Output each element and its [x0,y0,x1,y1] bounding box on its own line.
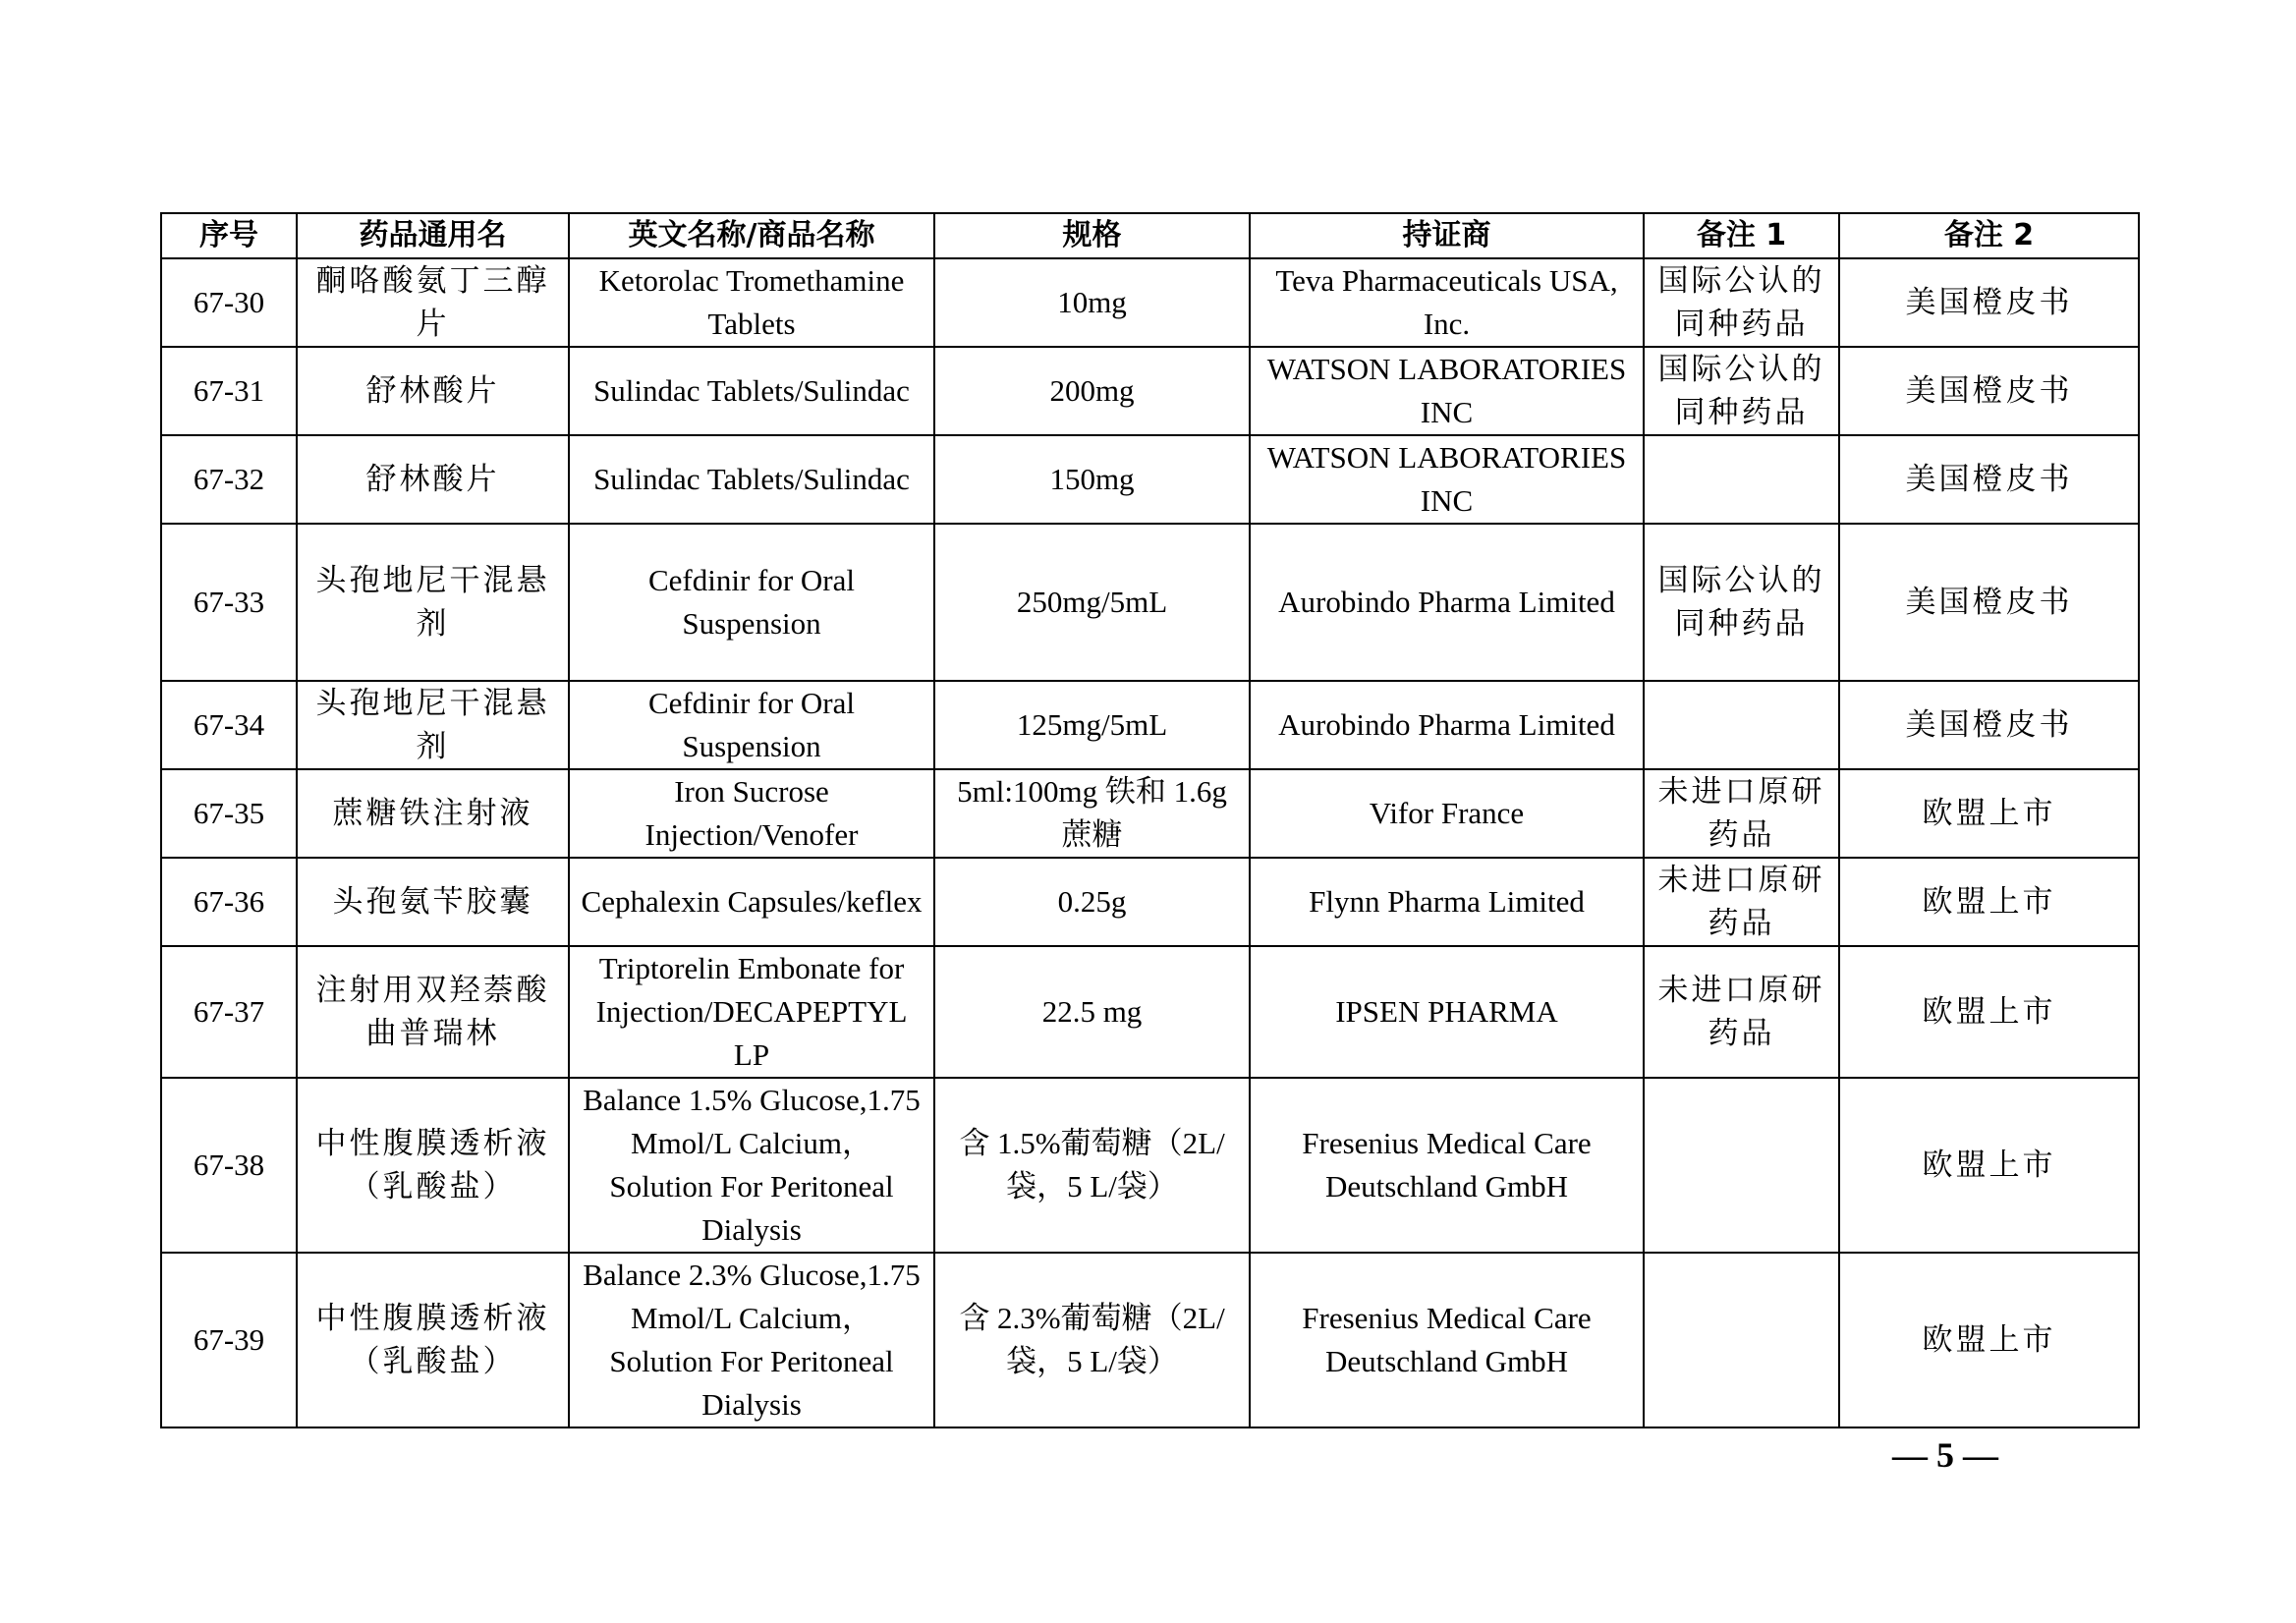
header-generic-name: 药品通用名 [297,213,569,258]
cell-note-2: 欧盟上市 [1839,946,2139,1078]
cell-holder: Aurobindo Pharma Limited [1250,524,1644,681]
header-license-holder: 持证商 [1250,213,1644,258]
cell-english-name: Ketorolac Tromethamine Tablets [569,258,934,347]
cell-note-2: 欧盟上市 [1839,1078,2139,1253]
cell-holder: Vifor France [1250,769,1644,858]
table-row [161,681,2139,769]
cell-note-1: 国际公认的同种药品 [1644,258,1839,347]
table-row [161,258,2139,347]
cell-note-2: 美国橙皮书 [1839,524,2139,681]
cell-generic-name: 头孢氨苄胶囊 [297,858,569,946]
cell-english-name: Iron Sucrose Injection/Venofer [569,769,934,858]
cell-id: 67-39 [161,1253,297,1427]
table-row [161,435,2139,524]
cell-id: 67-32 [161,435,297,524]
cell-id: 67-34 [161,681,297,769]
cell-id: 67-38 [161,1078,297,1253]
cell-note-2: 欧盟上市 [1839,858,2139,946]
cell-english-name: Sulindac Tablets/Sulindac [569,347,934,435]
cell-spec: 22.5 mg [934,946,1250,1078]
table-header-row [161,213,2139,258]
cell-english-name: Sulindac Tablets/Sulindac [569,435,934,524]
cell-generic-name: 酮咯酸氨丁三醇片 [297,258,569,347]
cell-note-1 [1644,435,1839,524]
cell-english-name: Cefdinir for Oral Suspension [569,681,934,769]
page-number: — 5 — [1892,1435,1998,1475]
cell-note-2: 美国橙皮书 [1839,347,2139,435]
cell-id: 67-33 [161,524,297,681]
cell-generic-name: 舒林酸片 [297,347,569,435]
cell-id: 67-36 [161,858,297,946]
table-row [161,524,2139,681]
cell-spec: 125mg/5mL [934,681,1250,769]
cell-generic-name: 头孢地尼干混悬剂 [297,524,569,681]
table-row [161,946,2139,1078]
cell-holder: Fresenius Medical Care Deutschland GmbH [1250,1078,1644,1253]
cell-note-1 [1644,1078,1839,1253]
cell-spec: 150mg [934,435,1250,524]
cell-english-name: Cefdinir for Oral Suspension [569,524,934,681]
cell-note-2: 美国橙皮书 [1839,435,2139,524]
table-row [161,1078,2139,1253]
cell-generic-name: 中性腹膜透析液（乳酸盐） [297,1253,569,1427]
cell-generic-name: 中性腹膜透析液（乳酸盐） [297,1078,569,1253]
cell-holder: WATSON LABORATORIES INC [1250,347,1644,435]
cell-english-name: Balance 2.3% Glucose,1.75 Mmol/L Calcium， Solution For Peritoneal Dialysis [569,1253,934,1427]
table-row [161,769,2139,858]
cell-holder: Fresenius Medical Care Deutschland GmbH [1250,1253,1644,1427]
cell-note-1 [1644,681,1839,769]
cell-note-1 [1644,1253,1839,1427]
cell-spec: 10mg [934,258,1250,347]
cell-id: 67-37 [161,946,297,1078]
header-english-name: 英文名称/商品名称 [569,213,934,258]
cell-generic-name: 蔗糖铁注射液 [297,769,569,858]
cell-note-1: 未进口原研药品 [1644,769,1839,858]
cell-note-2: 欧盟上市 [1839,1253,2139,1427]
cell-note-1: 未进口原研药品 [1644,858,1839,946]
cell-generic-name: 头孢地尼干混悬剂 [297,681,569,769]
cell-spec: 含 2.3%葡萄糖（2L/袋，5 L/袋） [934,1253,1250,1427]
cell-english-name: Balance 1.5% Glucose,1.75 Mmol/L Calcium， Solution For Peritoneal Dialysis [569,1078,934,1253]
cell-note-2: 欧盟上市 [1839,769,2139,858]
cell-holder: Teva Pharmaceuticals USA, Inc. [1250,258,1644,347]
cell-holder: Aurobindo Pharma Limited [1250,681,1644,769]
cell-holder: WATSON LABORATORIES INC [1250,435,1644,524]
cell-english-name: Triptorelin Embonate for Injection/DECAPEPTYL LP [569,946,934,1078]
cell-note-1: 国际公认的同种药品 [1644,347,1839,435]
cell-holder: Flynn Pharma Limited [1250,858,1644,946]
table-row [161,1253,2139,1427]
table-row [161,347,2139,435]
cell-id: 67-35 [161,769,297,858]
cell-note-2: 美国橙皮书 [1839,258,2139,347]
header-serial-number: 序号 [161,213,297,258]
header-note-1: 备注 1 [1644,213,1839,258]
header-specification: 规格 [934,213,1250,258]
cell-spec: 200mg [934,347,1250,435]
cell-id: 67-31 [161,347,297,435]
cell-note-1: 未进口原研药品 [1644,946,1839,1078]
cell-note-1: 国际公认的同种药品 [1644,524,1839,681]
cell-english-name: Cephalexin Capsules/keflex [569,858,934,946]
cell-spec: 0.25g [934,858,1250,946]
cell-spec: 5ml:100mg 铁和 1.6g 蔗糖 [934,769,1250,858]
cell-spec: 250mg/5mL [934,524,1250,681]
cell-holder: IPSEN PHARMA [1250,946,1644,1078]
cell-generic-name: 注射用双羟萘酸曲普瑞林 [297,946,569,1078]
cell-id: 67-30 [161,258,297,347]
cell-note-2: 美国橙皮书 [1839,681,2139,769]
header-note-2: 备注 2 [1839,213,2139,258]
table-row [161,858,2139,946]
cell-spec: 含 1.5%葡萄糖（2L/袋，5 L/袋） [934,1078,1250,1253]
drug-list-table [160,212,2140,1428]
cell-generic-name: 舒林酸片 [297,435,569,524]
